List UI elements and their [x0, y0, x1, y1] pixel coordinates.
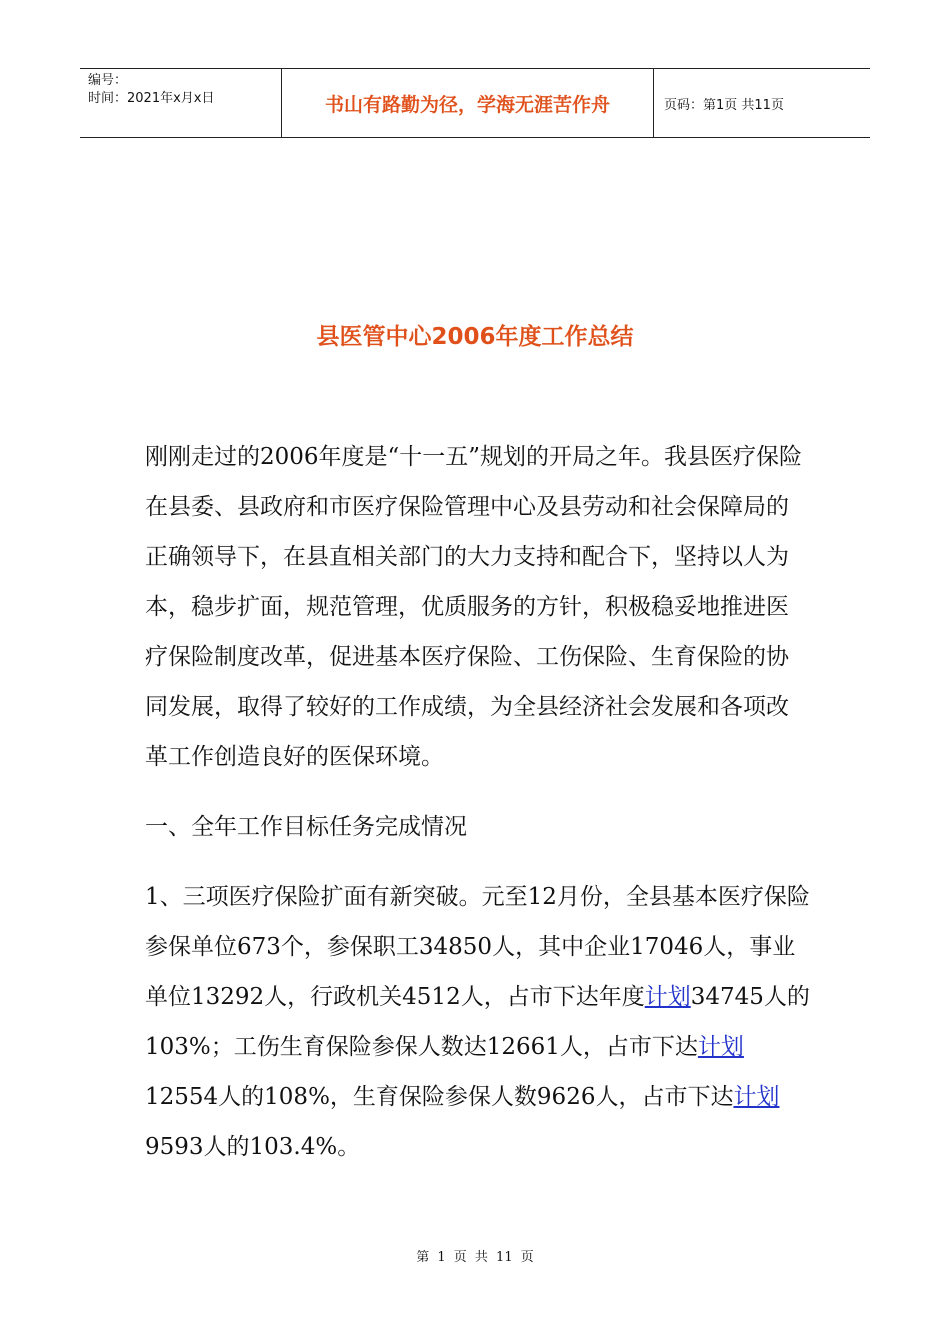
item-text-part2: 34745人的103%；工伤生育保险参保人数达12661人，占市下达 — [145, 984, 810, 1060]
time-label: 时间：2021年x月x日 — [88, 91, 215, 106]
plan-link[interactable]: 计划 — [733, 1084, 780, 1110]
section-heading: 一、全年工作目标任务完成情况 — [145, 814, 467, 840]
item-text-part3: 12554人的108%，生育保险参保人数9626人，占市下达 — [145, 1084, 734, 1110]
plan-link[interactable]: 计划 — [644, 984, 691, 1010]
plan-link[interactable]: 计划 — [697, 1034, 744, 1060]
item-text-part4: 9593人的103.4%。 — [145, 1134, 361, 1160]
header-motto: 书山有路勤为径，学海无涯苦作舟 — [282, 69, 654, 137]
header-page-code: 页码：第1页 共11页 — [664, 97, 784, 113]
item-paragraph — [145, 872, 810, 1172]
intro-paragraph: 刚刚走过的2006年度是“十一五”规划的开局之年。我县医疗保险在县委、县政府和市医疗保险管理中心及县劳动和社会保障局的正确领导下，在县直相关部门的大力支持和配合下，坚持以人为本，稳步扩面，规范管理，优质服务的方针，积极稳妥地推进医疗保险制度改革，促进基本医疗保险、工伤保险、生育保险的协同发展，取得了较好的工作成绩，为全县经济社会发展和各项改革工作创造良好的医保环境。 — [145, 444, 803, 770]
document-body — [145, 432, 810, 1172]
serial-label: 编号： — [88, 73, 128, 88]
item-text-part1: 1、三项医疗保险扩面有新突破。元至12月份，全县基本医疗保险参保单位673个，参保职工34850人，其中企业17046人，事业单位13292人，行政机关4512人，占市下达年度 — [145, 884, 810, 1010]
document-title: 县医管中心2006年度工作总结 — [316, 324, 634, 350]
header-meta-cell — [80, 69, 282, 137]
header-table — [80, 68, 870, 138]
page-footer: 第 1 页 共 11 页 — [416, 1250, 534, 1265]
